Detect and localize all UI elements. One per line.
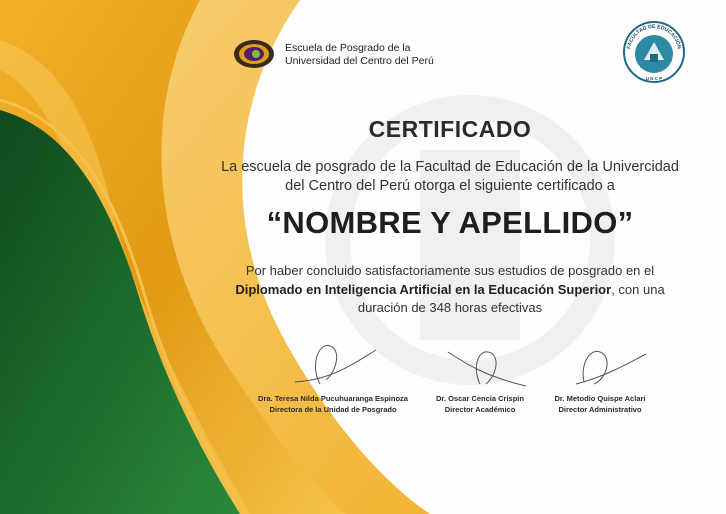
seal-bottom-text: U N C P bbox=[645, 76, 663, 81]
body-text-post: , con una duración de 348 horas efectivas bbox=[357, 281, 665, 315]
faculty-seal bbox=[622, 20, 686, 84]
signatory-2-name: Dr. Oscar Cencia Crispín bbox=[436, 394, 524, 403]
school-name-line2: Universidad del Centro del Perú bbox=[285, 55, 434, 67]
signatory-3-name: Dr. Metodio Quispe Aclari bbox=[554, 394, 646, 403]
certificate-intro bbox=[210, 158, 690, 196]
course-name: Diplomado en Inteligencia Artificial en la Educación Superior bbox=[235, 281, 612, 297]
recipient-name: “NOMBRE Y APELLIDO” bbox=[266, 205, 634, 240]
signatory-1-role: Directora de la Unidad de Posgrado bbox=[269, 405, 397, 414]
signatory-3-role: Director Administrativo bbox=[558, 405, 642, 414]
signatory-3 bbox=[520, 393, 680, 415]
intro-line2: del Centro del Perú otorga el siguiente certificado a bbox=[285, 178, 615, 194]
signatory-2-role: Director Académico bbox=[444, 405, 516, 414]
school-name-line1: Escuela de Posgrado de la bbox=[285, 42, 411, 54]
certificate-body bbox=[230, 262, 670, 318]
signature-1 bbox=[290, 336, 380, 390]
certificate-title: CERTIFICADO bbox=[368, 116, 532, 142]
intro-line1: La escuela de posgrado de la Facultad de Educación de la Univercidad bbox=[221, 159, 679, 175]
signatory-1-name: Dra. Teresa Nilda Pucuhuaranga Espinoza bbox=[258, 394, 408, 403]
seal-top-text: FACULTAD DE EDUCACIÓN bbox=[626, 23, 682, 50]
school-name bbox=[285, 42, 434, 68]
signature-3 bbox=[570, 338, 650, 390]
signature-2 bbox=[442, 338, 532, 390]
body-text-pre: Por haber concluido satisfactoriamente sus estudios de posgrado en el bbox=[245, 263, 655, 278]
university-logo bbox=[232, 38, 276, 70]
